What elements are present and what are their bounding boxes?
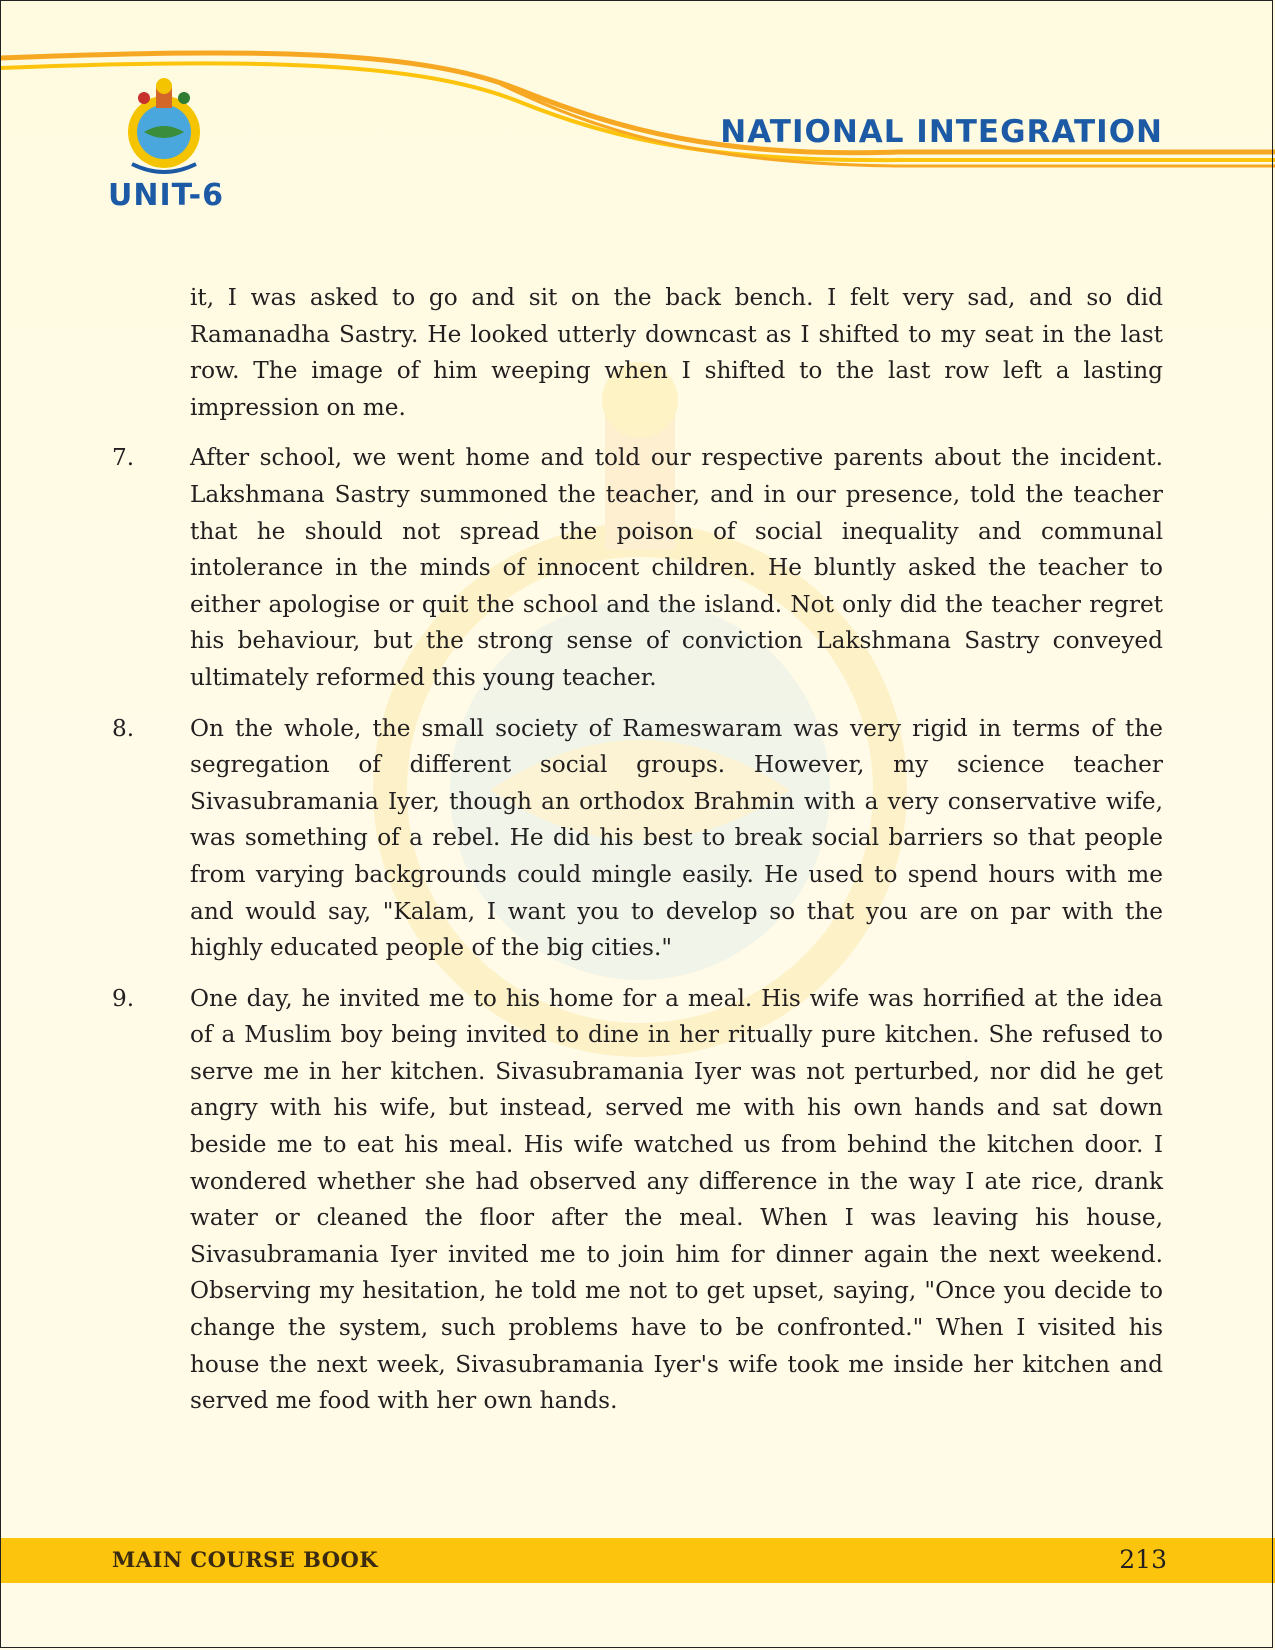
paragraph-text: it, I was asked to go and sit on the back bench. I felt very sad, and so did Ramanadha Sastry. He looked utterly downcast as I shifted to my seat in the last row. The image of him weeping when I shifted to the last row left a lasting impression on me.	[190, 284, 1163, 421]
cbse-emblem-icon	[118, 76, 210, 184]
paragraph	[112, 711, 1163, 967]
section-title: NATIONAL INTEGRATION	[720, 114, 1163, 150]
paragraph-number	[112, 280, 190, 426]
paragraph-number: 9.	[112, 984, 135, 1012]
paragraph	[112, 440, 1163, 696]
unit-label: UNIT-6	[108, 178, 225, 213]
paragraph	[112, 280, 1163, 426]
paragraph-text: After school, we went home and told our respective parents about the incident. Lakshmana Sastry summoned the teacher, and in our presence, told the teacher that he should not spread the poison of social inequality and communal intolerance in the minds of innocent children. He bluntly asked the teacher to either apologise or quit the school and the island. Not only did the teacher regret his behaviour, but the strong sense of conviction Lakshmana Sastry conveyed ultimately reformed this young teacher.	[190, 444, 1163, 691]
paragraph-number: 8.	[112, 714, 135, 742]
paragraph-text: One day, he invited me to his home for a meal. His wife was horrified at the idea of a Muslim boy being invited to dine in her ritually pure kitchen. She refused to serve me in her kitchen. Sivasubramania Iyer was not perturbed, nor did he get angry with his wife, but instead, served me with his own hands and sat down beside me to eat his meal. His wife watched us from behind the kitchen door. I wondered whether she had observed any difference in the way I ate rice, drank water or cleaned the floor after the meal. When I was leaving his house, Sivasubramania Iyer invited me to join him for dinner again the next weekend. Observing my hesitation, he told me not to get upset, saying, "Once you decide to change the system, such problems have to be confronted." When I visited his house the next week, Sivasubramania Iyer's wife took me inside her kitchen and served me food with her own hands.	[190, 984, 1163, 1415]
paragraph	[112, 981, 1163, 1420]
paragraph-number: 7.	[112, 444, 135, 472]
page-number: 213	[1119, 1545, 1167, 1574]
paragraph-text: On the whole, the small society of Rameswaram was very rigid in terms of the segregation of different social groups. However, my science teacher Sivasubramania Iyer, though an orthodox Brahmin with a very conservative wife, was something of a rebel. He did his best to break social barriers so that people from varying backgrounds could mingle easily. He used to spend hours with me and would say, "Kalam, I want you to develop so that you are on par with the highly educated people of the big cities."	[190, 714, 1163, 962]
footer-book-title: MAIN COURSE BOOK	[112, 1547, 379, 1572]
main-text	[112, 280, 1163, 1434]
